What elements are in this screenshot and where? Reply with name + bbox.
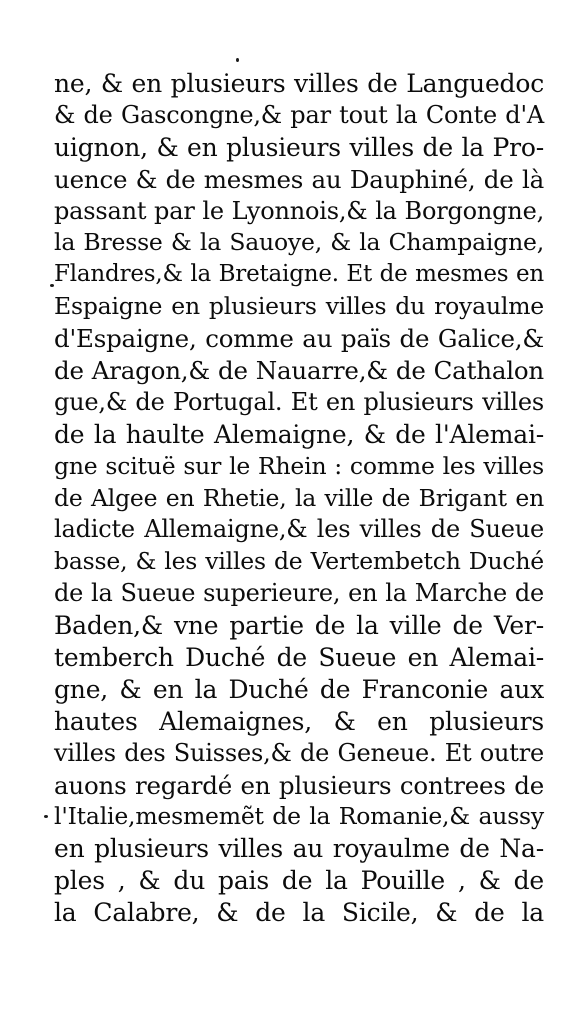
text-line: ne, & en plusieurs villes de Languedoc [54,69,544,98]
text-line: basse, & les villes de Vertembetch Duché [54,547,544,576]
text-line: de Algee en Rhetie, la ville de Brigant en [54,483,544,512]
text-line: la Bresse & la Sauoye, & la Champaigne, [54,228,544,257]
text-line: l'Italie,mesmemẽt de la Romanie,& aussy [54,802,544,831]
text-line: hautes Alemaignes, & en plusieurs [54,706,544,736]
text-line: de Aragon,& de Nauarre,& de Cathalon [54,356,544,386]
text-line: uignon, & en plusieurs villes de la Pro- [54,132,544,162]
text-line: ples , & du pais de la Pouille , & de [54,866,544,896]
text-line: Baden,& vne partie de la ville de Ver- [54,611,544,641]
text-line: la Calabre, & de la Sicile, & de la [54,898,544,928]
text-line: temberch Duché de Sueue en Alemai- [54,643,544,673]
ink-speck [236,58,239,62]
text-line: passant par le Lyonnois,& la Borgongne, [54,196,544,225]
text-line: gne, & en la Duché de Franconie aux [54,674,544,704]
text-line: uence & de mesmes au Dauphiné, de là [54,164,544,194]
text-line: auons regardé en plusieurs contrees de [54,770,544,800]
text-line: de la Sueue superieure, en la Marche de [54,579,544,608]
text-line: en plusieurs villes au royaulme de Na- [54,834,544,864]
text-line: Flandres,& la Bretaigne. Et de mesmes en [54,261,544,288]
text-line: d'Espaigne, comme au païs de Galice,& [54,324,544,354]
text-line: Espaigne en plusieurs villes du royaulme [54,292,544,321]
ink-speck [44,815,48,818]
text-line: de la haulte Alemaigne, & de l'Alemai- [54,419,544,449]
text-line: gue,& de Portugal. Et en plusieurs villes [54,387,544,416]
text-line: & de Gascongne,& par tout la Conte d'A [54,100,544,129]
text-line: villes des Suisses,& de Geneue. Et outre [54,738,544,767]
text-line: gne scituë sur le Rhein : comme les villes [54,451,544,480]
body-text [54,68,544,929]
text-line: ladicte Allemaigne,& les villes de Sueue [54,515,544,544]
